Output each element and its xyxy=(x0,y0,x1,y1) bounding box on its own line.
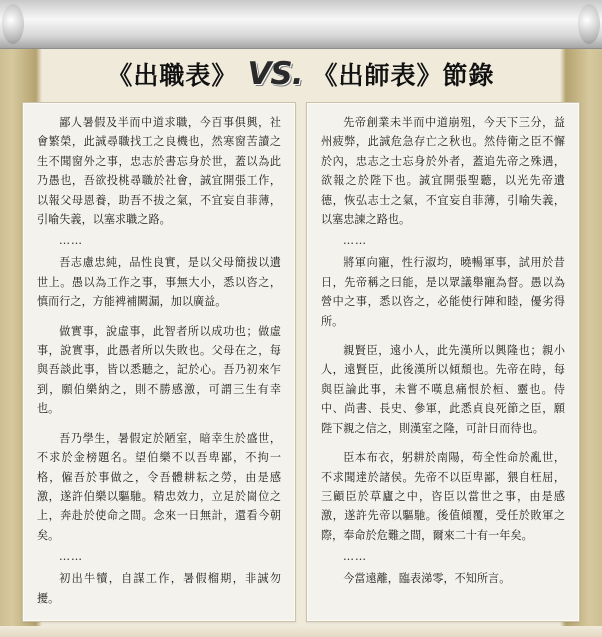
right-ellipsis-1: …… xyxy=(343,234,367,248)
page-title xyxy=(0,52,602,96)
roller-cap-right xyxy=(578,4,600,44)
right-ellipsis-2: …… xyxy=(343,550,367,564)
right-paragraph-4: 臣本布衣，躬耕於南陽，苟全性命於亂世，不求聞達於諸侯。先帝不以臣卑鄙，猥自枉屈，三顧臣於草廬之中，咨臣以當世之事，由是感激，遂許先帝以驅馳。後值傾覆，受任於敗軍之際，奉命於危難之間，爾來二十有一年矣。 xyxy=(321,451,565,542)
left-paragraph-5: 初出牛犢，自謀工作，暑假榴期，非誠勿擾。 xyxy=(37,572,281,605)
right-paragraph-3: 親賢臣，遠小人，此先漢所以興隆也；親小人，遠賢臣，此後漢所以傾頹也。先帝在時，每與臣論此事，未嘗不嘆息痛恨於桓、靈也。侍中、尚書、長史、參軍，此悉貞良死節之臣，願陛下親之信之，則漢室之隆，可計日而待也。 xyxy=(321,344,565,435)
right-paragraph-1: 先帝創業未半而中道崩殂，今天下三分，益州疲弊，此誠危急存亡之秋也。然侍衛之臣不懈於內，忠志之士忘身於外者，蓋追先帝之殊遇，欲報之於陛下也。誠宜開張聖聽，以光先帝遺德，恢弘志士之氣，不宜妄自菲薄，引喻失義，以塞忠諫之路也。 xyxy=(321,116,565,227)
left-text-panel xyxy=(22,102,296,622)
left-paragraph-4: 吾乃學生，暑假定於陋室，暗幸生於盛世，不求於金榜題名。望伯樂不以吾卑鄙，不拘一格，僱吾於事做之，令吾體耕耘之勞，由是感激，遂許伯樂以驅馳。精忠效力，立足於崗位之上，奔赴於使命之間。念來一日無計，還看今朝矣。 xyxy=(37,431,281,542)
title-right: 《出師表》節錄 xyxy=(312,61,495,90)
scroll-roller xyxy=(0,0,602,49)
right-text-panel xyxy=(306,102,580,622)
left-paragraph-2: 吾志慮忠純，品性良實，是以父母簡拔以遺世上。愚以為工作之事，事無大小，悉以咨之，慎而行之，方能裨補闕漏，加以廣益。 xyxy=(37,256,281,309)
vs-badge: VS. xyxy=(247,56,303,92)
right-paragraph-5: 今當遠離，臨表涕零，不知所言。 xyxy=(343,572,511,586)
right-paragraph-2: 將軍向寵，性行淑均，曉暢軍事，試用於昔日，先帝稱之曰能，是以眾議舉寵為督。愚以為營中之事，悉以咨之，必能使行陣和睦，優劣得所。 xyxy=(321,256,565,328)
left-ellipsis-1: …… xyxy=(59,234,83,248)
left-paragraph-1: 鄙人暑假及半而中道求職，今百事俱興，社會繁榮，此誠尋職找工之良機也，然寒窗苦讀之生不聞窗外之事，忠志於書忘身於世，蓋以為此乃愚也，吾欲投桃尋職於社會，誠宜開張工作，以報父母恩養，助吾不拔之氣，不宜妄自菲薄，引喻失義，以塞求職之路。 xyxy=(37,116,281,227)
left-paragraph-3: 做實事，說虛事，此智者所以成功也；做虛事，說實事，此愚者所以失敗也。父母在之，每與吾談此事，皆以悉聽之，記於心。吾乃初來乍到，願伯樂納之，則不勝感激，可謂三生有幸也。 xyxy=(37,324,281,416)
left-ellipsis-2: …… xyxy=(59,550,83,564)
roller-cap-left xyxy=(2,4,24,44)
title-left: 《出職表》 xyxy=(107,61,238,90)
scroll-bottom-edge xyxy=(0,626,602,637)
